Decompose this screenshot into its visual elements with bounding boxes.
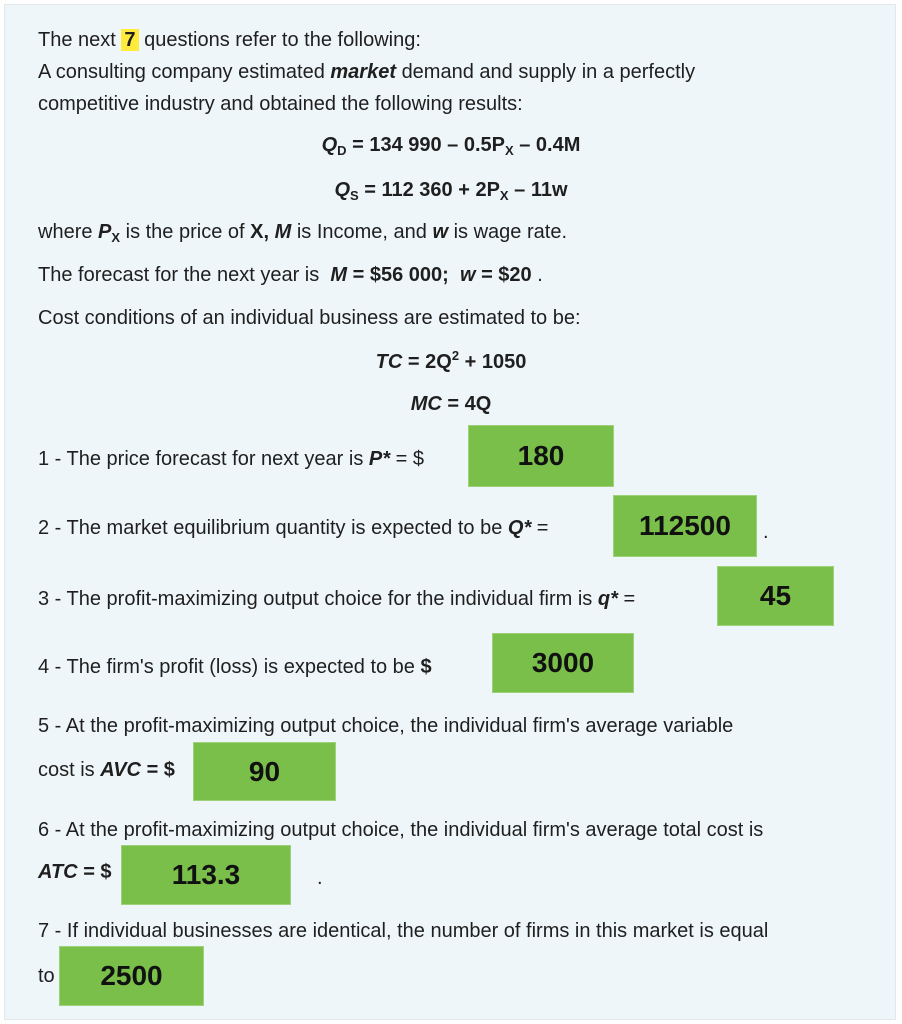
answer-5-box[interactable]: 90 [193,742,336,801]
forecast-line: The forecast for the next year is M = $56 000; w = $20 . [38,264,543,286]
intro-line-2: A consulting company estimated market demand and supply in a perfectly [38,61,696,83]
question-6-cont: ATC = $ [38,861,112,883]
answer-6-period: . [317,867,323,889]
answer-1-box[interactable]: 180 [468,425,614,487]
question-7: 7 - If individual businesses are identical, the number of firms in this market is equal [38,920,769,942]
question-count-highlight: 7 [121,29,138,51]
question-5: 5 - At the profit-maximizing output choice, the individual firm's average variable [38,715,734,737]
intro-line-3: competitive industry and obtained the following results: [38,93,523,115]
answer-3-box[interactable]: 45 [717,566,834,626]
answer-6-box[interactable]: 113.3 [121,845,291,905]
answer-7-box[interactable]: 2500 [59,946,204,1006]
supply-equation: $Q_S = 112$ $360 + 2P_X - 11w$ [334,179,568,203]
question-7-cont: to [38,965,55,987]
answer-2-box[interactable]: 112500 [613,495,757,557]
cost-conditions-intro: Cost conditions of an individual business are estimated to be: [38,307,581,329]
answer-2-period: . [763,521,769,543]
marginal-cost-equation: MC = 4Q [410,393,492,415]
question-6: 6 - At the profit-maximizing output choice, the individual firm's average total cost is [38,819,764,841]
question-2: 2 - The market equilibrium quantity is expected to be Q* = [38,517,549,539]
variable-definitions: where $P_X$ is the price of X, M is Income, and w is wage rate. [38,221,567,245]
total-cost-equation: TC = $2Q^2 + 1050$ [375,348,527,373]
demand-equation: $Q_D = 134$ $990 - 0.5P_X - 0.4M$ [321,134,581,158]
answer-4-box[interactable]: 3000 [492,633,634,693]
intro-line-1: The next 7 questions refer to the following: [38,29,421,51]
question-5-cont: cost is AVC = $ [38,759,175,781]
question-1: 1 - The price forecast for next year is P* = $ [38,448,424,470]
question-3: 3 - The profit-maximizing output choice for the individual firm is q* = [38,588,636,610]
question-panel [4,4,896,1020]
question-4: 4 - The firm's profit (loss) is expected to be $ [38,656,432,678]
